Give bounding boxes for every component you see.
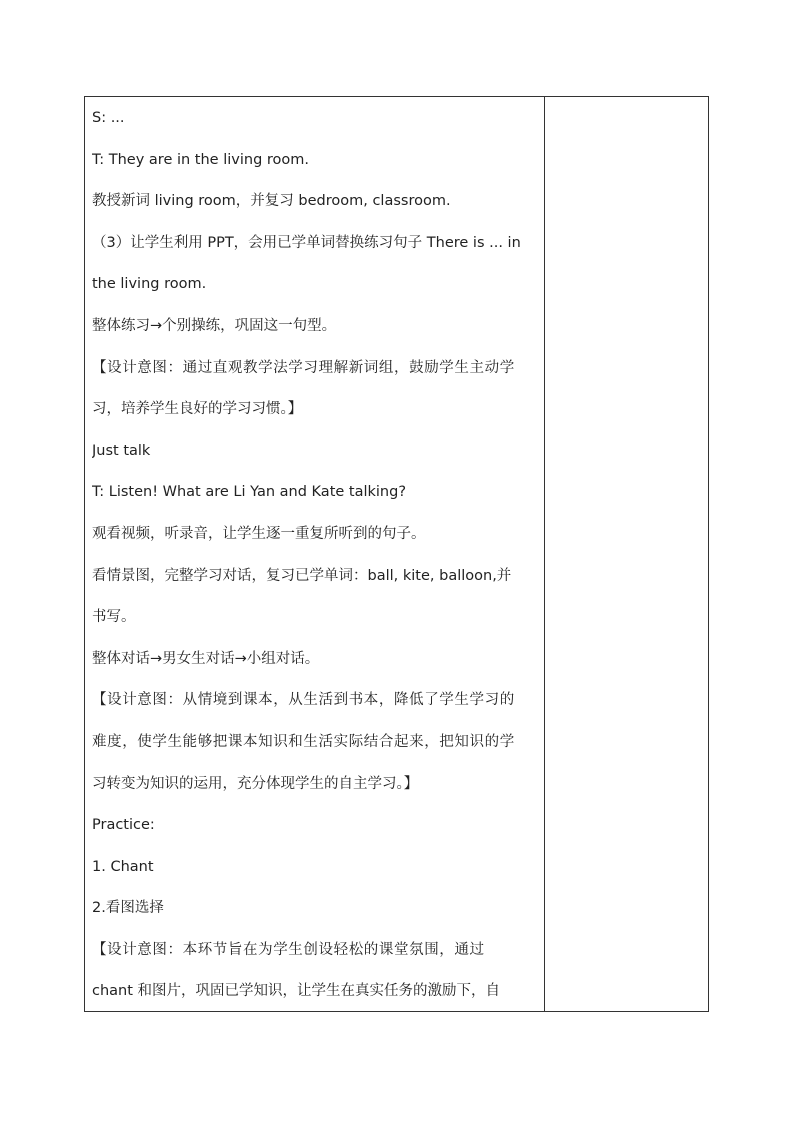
text-line: 教授新词 living room，并复习 bedroom, classroom. <box>92 193 451 210</box>
section-heading: Just talk <box>92 442 151 459</box>
text-line: 书写。 <box>92 609 136 626</box>
text-line: the living room. <box>92 276 207 293</box>
design-intent-line: 习转变为知识的运用，充分体现学生的自主学习。】 <box>92 775 419 792</box>
text-line: 看情景图，完整学习对话，复习已学单词：ball, kite, balloon,并 <box>92 567 512 584</box>
text-line: T: Listen! What are Li Yan and Kate talking? <box>92 484 407 501</box>
text-line: 整体对话→男女生对话→小组对话。 <box>92 650 320 667</box>
text-line: 1. Chant <box>92 858 154 875</box>
design-intent-line: 【设计意图：通过直观教学法学习理解新词组，鼓励学生主动学 <box>92 359 515 376</box>
lesson-plan-table <box>84 96 709 1012</box>
design-intent-line: chant 和图片，巩固已学知识，让学生在真实任务的激励下，自 <box>92 983 501 1000</box>
text-line: 整体练习→个别操练，巩固这一句型。 <box>92 317 337 334</box>
column-divider <box>544 97 545 1011</box>
design-intent-line: 【设计意图：本环节旨在为学生创设轻松的课堂氛围，通过 <box>92 941 485 958</box>
text-line: T: They are in the living room. <box>92 151 309 168</box>
section-heading: Practice: <box>92 817 155 834</box>
design-intent-line: 难度，使学生能够把课本知识和生活实际结合起来，把知识的学 <box>92 733 515 750</box>
teaching-process-cell <box>92 107 539 1007</box>
design-intent-line: 习，培养学生良好的学习习惯。】 <box>92 401 303 418</box>
text-line: 观看视频，听录音，让学生逐一重复所听到的句子。 <box>92 525 426 542</box>
text-line: S: ... <box>92 110 125 126</box>
notes-cell <box>546 97 708 1011</box>
text-line: 2.看图选择 <box>92 900 164 917</box>
design-intent-line: 【设计意图：从情境到课本，从生活到书本，降低了学生学习的 <box>92 692 515 709</box>
text-line: （3）让学生利用 PPT，会用已学单词替换练习句子 There is ... in <box>92 234 521 251</box>
